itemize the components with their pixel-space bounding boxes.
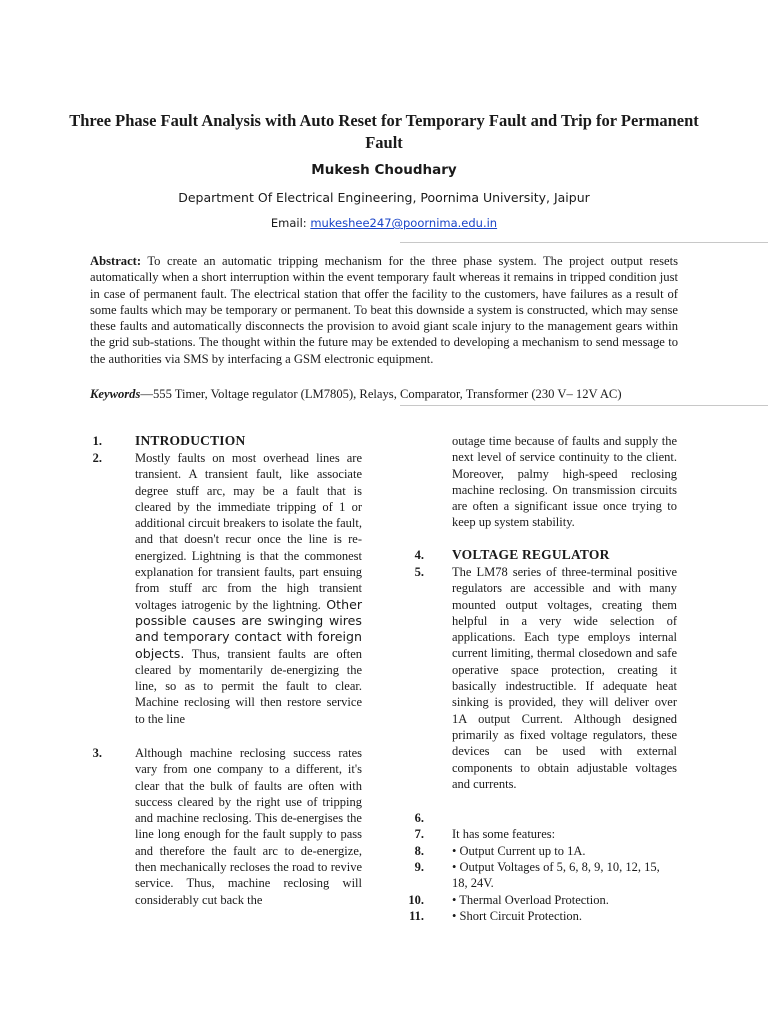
- list-number-11: 11.: [409, 909, 424, 923]
- feature-short-circuit-protection: • Short Circuit Protection.: [452, 909, 583, 923]
- abstract-text: To create an automatic tripping mechanism for the three phase system. The project output resets automatically when a short interruption within the event temporary fault whereas it remains in tripped condition just in case of permanent fault. The electrical station that offer the facility to the customers, have failures as a result of some faults which may be temporary or permanent. To beat this downside a system is constructed, which may sense these faults and automatically disconnects the provision to avoid giant scale injury to the management gears within the grid sub-stations. The thought within the future may be extended to developing a mechanism to send message to the authorities via SMS by interfacing a GSM electronic equipment.: [90, 254, 678, 366]
- list-number-8: 8.: [414, 844, 424, 858]
- list-number-5: 5.: [414, 565, 424, 579]
- list-number-9: 9.: [414, 860, 424, 874]
- feature-thermal-protection: • Thermal Overload Protection.: [452, 893, 609, 907]
- paragraph-continued: outage time because of faults and supply the next level of service continuity to the client. Moreover, palmy high-speed reclosing machine reclosing. On transmission circuits are often a significant issue once trying to keep up system stability.: [452, 434, 677, 530]
- divider-bottom: [400, 405, 768, 406]
- paragraph-2-text-b: Other possible causes are swinging wires and temporary contact with foreign objects.: [135, 596, 363, 661]
- paragraph-2: [135, 450, 362, 727]
- list-number-4: 4.: [414, 548, 424, 562]
- paragraph-2-text-c: Thus, transient faults are often cleared by momentarily de-energizing the line, so as to permit the fault to clear. Machine reclosing will then restore service to the line: [135, 646, 362, 726]
- keywords: [90, 386, 690, 402]
- features-intro: It has some features:: [452, 827, 556, 841]
- list-number-3: 3.: [92, 746, 102, 760]
- email-label: Email:: [270, 216, 311, 230]
- abstract-label: Abstract:: [90, 254, 142, 268]
- list-number-2: 2.: [92, 451, 102, 465]
- list-number-10: 10.: [408, 893, 424, 907]
- divider-top: [400, 242, 768, 243]
- list-number-7: 7.: [414, 827, 424, 841]
- keywords-text: —555 Timer, Voltage regulator (LM7805), Relays, Comparator, Transformer (230 V– 12V AC): [140, 387, 622, 401]
- list-number-6: 6.: [414, 811, 424, 825]
- abstract: [90, 253, 678, 367]
- section-heading-voltage-regulator: VOLTAGE REGULATOR: [452, 547, 610, 562]
- feature-output-current: • Output Current up to 1A.: [452, 844, 586, 858]
- email-link[interactable]: mukeshee247@poornima.edu.in: [310, 216, 498, 230]
- paragraph-3: Although machine reclosing success rates vary from one company to a different, it's clear that the bulk of faults are often with success cleared by the right use of tripping and machine reclosing. This de-energises the line long enough for the fault supply to pass and therefore the fault arc to de-energize, then mechanically recloses the road to revive service. Thus, machine reclosing will considerably cut back the: [135, 746, 362, 907]
- keywords-label: Keywords: [90, 387, 141, 401]
- email-line: [0, 216, 768, 230]
- section-heading-introduction: INTRODUCTION: [135, 433, 246, 448]
- author-affiliation: Department Of Electrical Engineering, Poornima University, Jaipur: [178, 190, 590, 205]
- author-name: Mukesh Choudhary: [311, 162, 457, 178]
- paper-title: Three Phase Fault Analysis with Auto Reset for Temporary Fault and Trip for Permanent Fault: [69, 111, 699, 152]
- paragraph-5: The LM78 series of three-terminal positive regulators are accessible and with many mounted output voltages, creating them helpful in a very wide selection of applications. Each type employs internal current limiting, thermal closedown and safe operative space protection, creating it basically indestructible. If adequate heat sinking is provided, they will deliver over 1A output Current. Although designed primarily as fixed voltage regulators, these devices can be used with external components to obtain adjustable voltages and currents.: [452, 565, 677, 791]
- feature-output-voltages: • Output Voltages of 5, 6, 8, 9, 10, 12, 15, 18, 24V.: [452, 860, 660, 891]
- paragraph-2-text-a: Mostly faults on most overhead lines are transient. A transient fault, like associate degree stuff arc, may be a fault that is cleared by the immediate tripping of 1 or additional circuit breakers to isolate the fault, and that doesn't recur once the line is re-energized. Lightning is that the commonest explanation for transient faults, part ensuing from stuff arc from the high transient voltages iatrogenic by the lightning.: [135, 451, 362, 612]
- list-number-1: 1.: [92, 434, 102, 448]
